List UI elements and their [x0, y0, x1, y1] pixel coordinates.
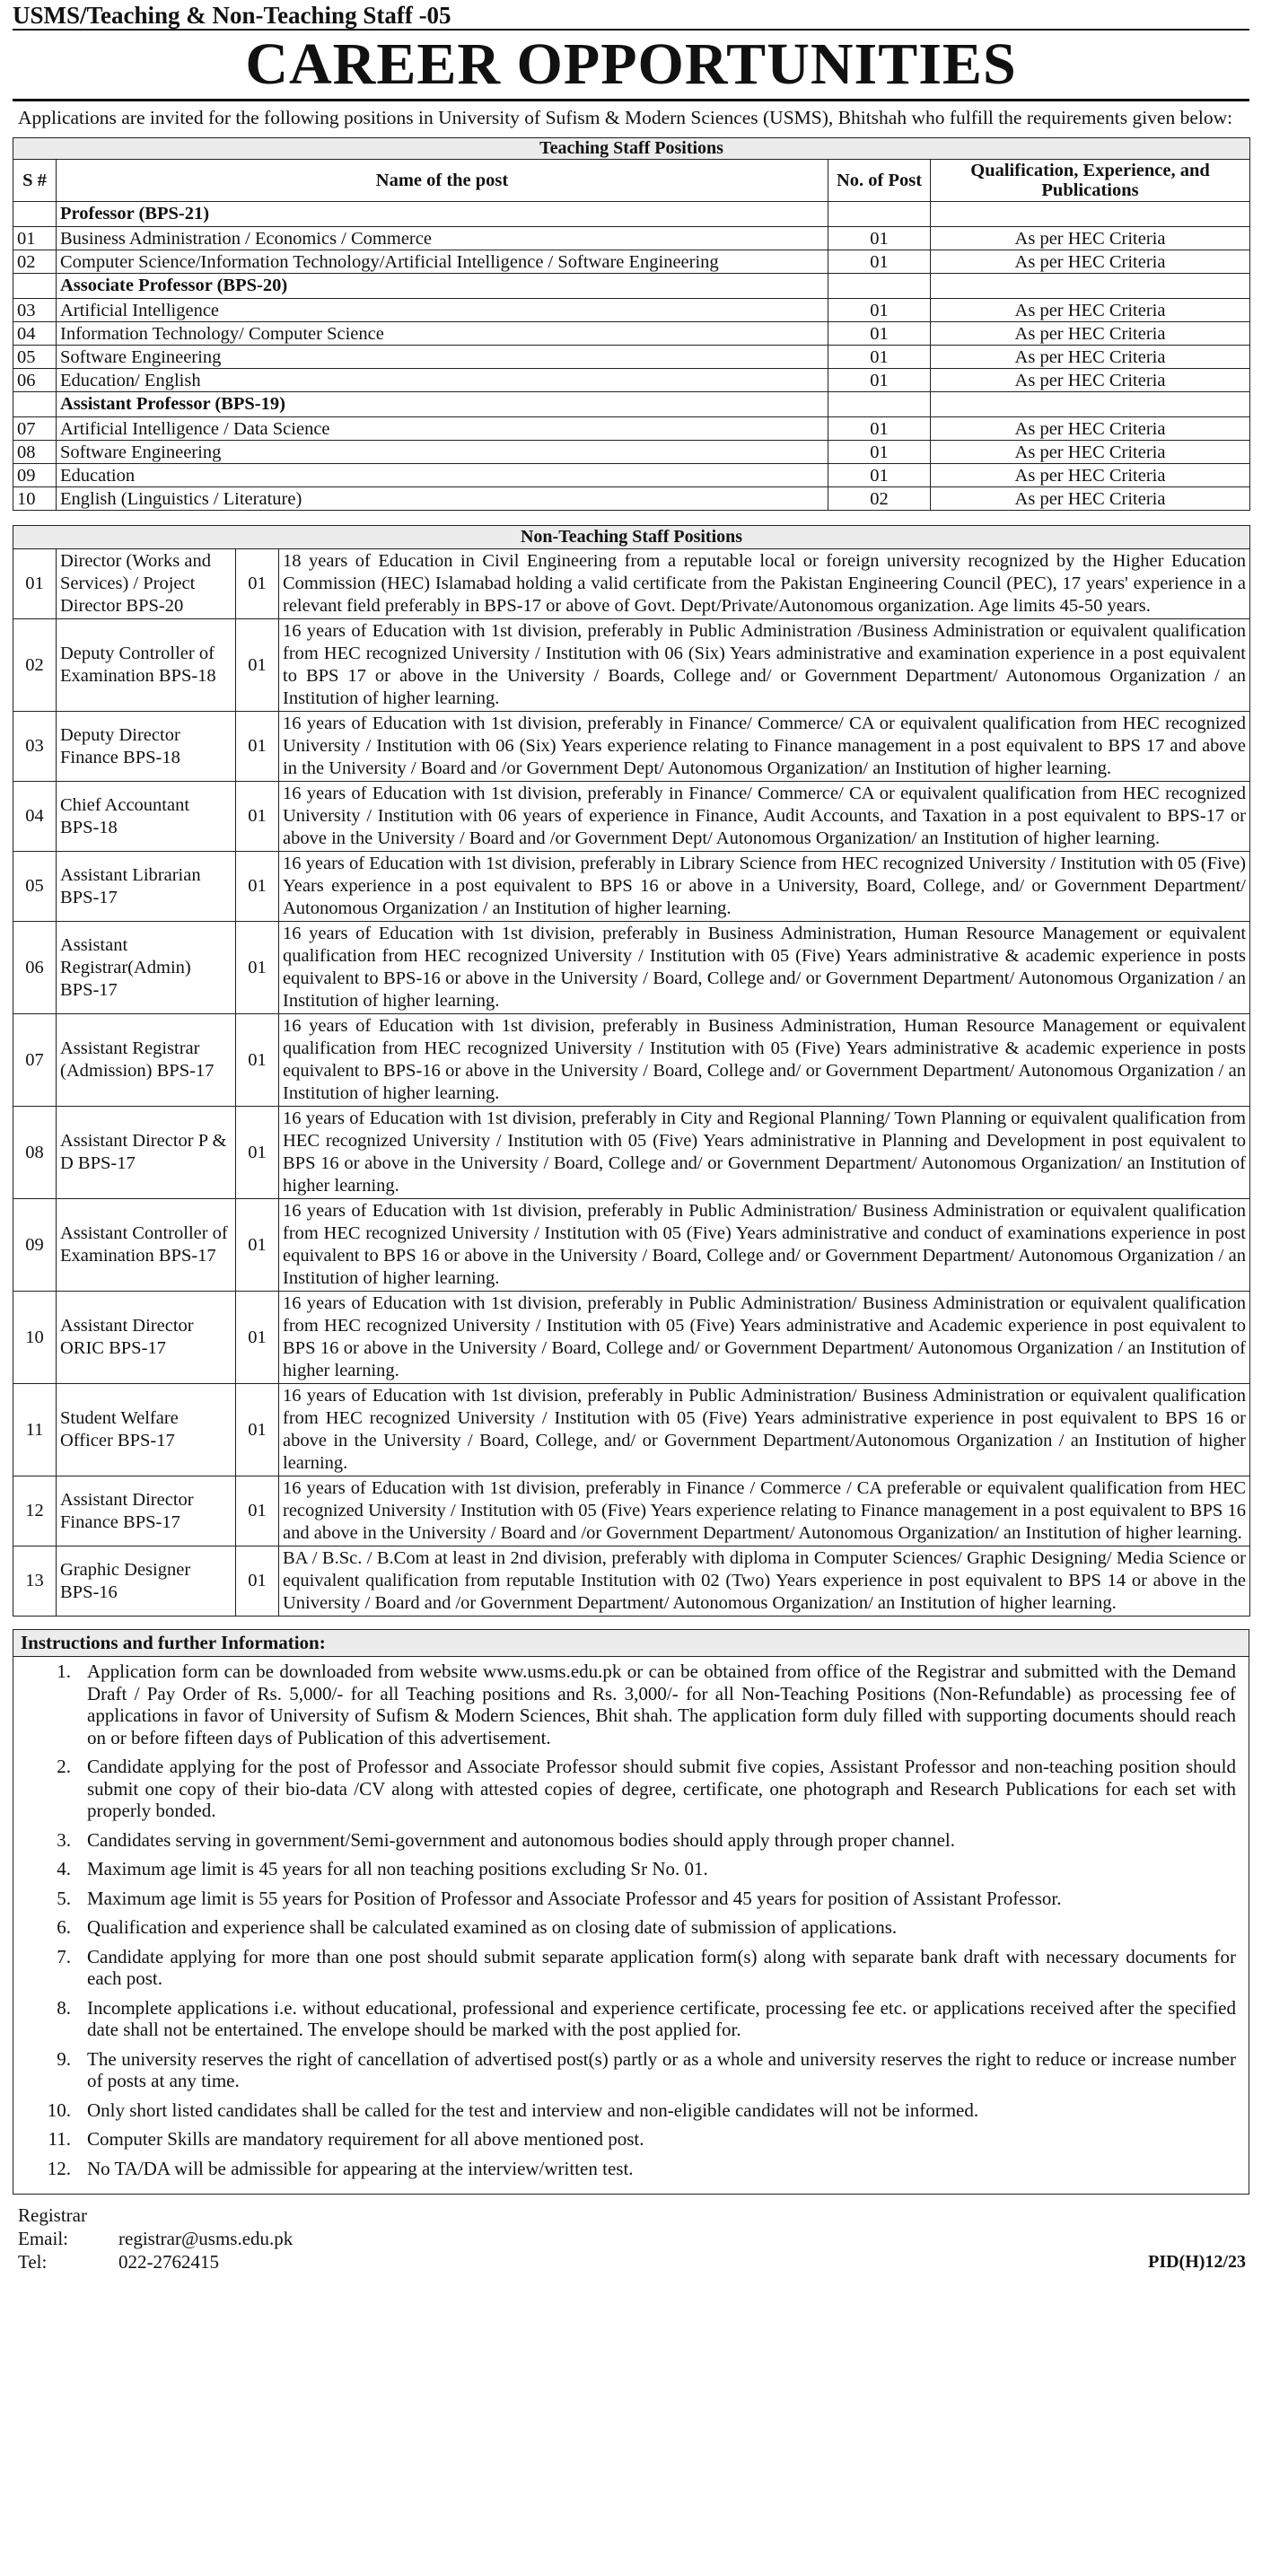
- advertisement-page: [13, 0, 1249, 2274]
- post-count: 01: [236, 852, 279, 922]
- post-name: Education: [57, 464, 828, 487]
- row-serial: 10: [13, 1292, 57, 1384]
- item-number: 1.: [57, 1660, 71, 1682]
- list-item: [13, 2128, 1236, 2151]
- table-row: [13, 852, 1250, 922]
- list-item: [13, 1946, 1236, 1990]
- post-title: Director (Works and Services) / Project Director BPS-20: [57, 549, 236, 619]
- item-number: 10.: [47, 2098, 71, 2121]
- item-number: 12.: [47, 2157, 71, 2179]
- row-serial: 01: [13, 549, 57, 619]
- table-row: [13, 299, 1250, 322]
- post-count: 01: [236, 712, 279, 782]
- list-item: [13, 2048, 1236, 2092]
- post-name: English (Linguistics / Literature): [57, 487, 828, 511]
- row-serial: 06: [13, 369, 57, 392]
- item-number: 4.: [57, 1858, 71, 1879]
- non-teaching-section-title: Non-Teaching Staff Positions: [13, 526, 1250, 549]
- qualification: As per HEC Criteria: [931, 464, 1250, 487]
- post-count: 01: [236, 782, 279, 852]
- table-row: [13, 1199, 1250, 1292]
- post-count: 01: [236, 1199, 279, 1292]
- post-count: 01: [236, 1107, 279, 1199]
- list-item: [13, 1829, 1236, 1852]
- list-item: [13, 1858, 1236, 1880]
- post-name: Artificial Intelligence / Data Science: [57, 417, 828, 441]
- item-text: Only short listed candidates shall be called for the test and interview and non-eligible candidates will not be informed.: [87, 2098, 979, 2121]
- post-title: Assistant Controller of Examination BPS-17: [57, 1199, 236, 1292]
- qualification: As per HEC Criteria: [931, 227, 1250, 250]
- qualification: As per HEC Criteria: [931, 487, 1250, 511]
- qualification: As per HEC Criteria: [931, 299, 1250, 322]
- table-row: [13, 549, 1250, 619]
- group-spacer-cell: [13, 202, 57, 227]
- contact-block: [13, 2204, 1249, 2274]
- group-spacer-cell: [828, 274, 931, 299]
- group-spacer-cell: [931, 202, 1250, 227]
- intro-paragraph: Applications are invited for the following positions in University of Sufism & Modern Sciences (USMS), Bhitshah who fulfill the requirements given below:: [18, 107, 1233, 128]
- col-name-header: Name of the post: [57, 160, 828, 202]
- non-teaching-table-body: [13, 549, 1250, 1617]
- row-serial: 02: [13, 250, 57, 274]
- post-count: 01: [236, 1014, 279, 1107]
- requirements: BA / B.Sc. / B.Com at least in 2nd division, preferably with diploma in Computer Sciences/ Graphic Designing/ Media Science or equivalent qualification from reputable Institution with 02 (Two) Years experience in post equivalent to BPS 14 or above in the University / Board and /or Government Department/ Autonomous Organization/ an Institution of higher learning.: [279, 1546, 1250, 1617]
- instructions-list: [13, 1660, 1236, 2179]
- table-row: [13, 1014, 1250, 1107]
- row-serial: 05: [13, 852, 57, 922]
- item-number: 8.: [57, 1996, 71, 2019]
- post-name: Artificial Intelligence: [57, 299, 828, 322]
- post-count: 01: [236, 549, 279, 619]
- table-row: [13, 1546, 1250, 1617]
- reference-number: USMS/Teaching & Non-Teaching Staff -05: [13, 0, 1249, 31]
- qualification: As per HEC Criteria: [931, 369, 1250, 392]
- post-title: Deputy Director Finance BPS-18: [57, 712, 236, 782]
- table-row: [13, 464, 1250, 487]
- post-count: 01: [828, 299, 931, 322]
- post-name: Information Technology/ Computer Science: [57, 322, 828, 346]
- post-title: Deputy Controller of Examination BPS-18: [57, 619, 236, 712]
- post-name: Computer Science/Information Technology/Artificial Intelligence / Software Engineering: [57, 250, 828, 274]
- table-row: [13, 1292, 1250, 1384]
- list-item: [13, 1916, 1236, 1939]
- instructions-box: [13, 1629, 1249, 2195]
- group-spacer-cell: [931, 274, 1250, 299]
- table-row: [13, 487, 1250, 511]
- item-number: 11.: [48, 2128, 71, 2150]
- requirements: 16 years of Education with 1st division, preferably in Public Administration/ Business Administration or equivalent qualification from HEC recognized University / Institution with 05 (Five) Years administrative and conduct of examinations experience in post equivalent to BPS 16 or above in the University / Board, College and/ or Government Department/ Autonomous Organization / an Institution of higher learning.: [279, 1199, 1250, 1292]
- table-row: [13, 922, 1250, 1014]
- col-posts-header: No. of Post: [828, 160, 931, 202]
- instructions-title: Instructions and further Information:: [13, 1630, 1249, 1657]
- page-title: CAREER OPPORTUNITIES: [13, 31, 1249, 101]
- table-row: [13, 369, 1250, 392]
- qualification: As per HEC Criteria: [931, 417, 1250, 441]
- requirements: 16 years of Education with 1st division, preferably in Finance/ Commerce/ CA or equivalent qualification from HEC recognized University / Institution with 06 years of experience in Finance, Audit Accounts, and Taxation in a post equivalent to BPS-17 or above in the University / Board and /or Government Dept/ Autonomous Organization/ an Institution of higher learning.: [279, 782, 1250, 852]
- group-title: Assistant Professor (BPS-19): [57, 392, 828, 417]
- requirements: 16 years of Education with 1st division, preferably in Finance/ Commerce/ CA or equivalent qualification from HEC recognized University / Institution with 06 (Six) Years experience relating to Finance management in a post equivalent to BPS 17 and above in the University / Board and /or Government Dept/ Autonomous Organization/ an Institution of higher learning.: [279, 712, 1250, 782]
- group-spacer-cell: [828, 392, 931, 417]
- qualification: As per HEC Criteria: [931, 441, 1250, 464]
- post-count: 01: [828, 369, 931, 392]
- teaching-group-row: [13, 202, 1250, 227]
- item-text: Qualification and experience shall be calculated examined as on closing date of submission of applications.: [87, 1916, 898, 1938]
- row-serial: 11: [13, 1384, 57, 1476]
- list-item: [13, 1660, 1236, 1748]
- table-row: [13, 712, 1250, 782]
- teaching-group-row: [13, 392, 1250, 417]
- requirements: 16 years of Education with 1st division, preferably in Public Administration/ Business Administration or equivalent qualification from HEC recognized University / Institution with 05 (Five) Years administrative and Academic experience in post equivalent to BPS 16 or above in the University / Board, College and/ or Government Department/ Autonomous Organization / an Institution of higher learning.: [279, 1292, 1250, 1384]
- requirements: 16 years of Education with 1st division, preferably in Finance / Commerce / CA preferable or equivalent qualification from HEC recognized University / Institution with 05 (Five) Years experience relating to Finance management in a post equivalent to BPS 16 and above in the University / Board and /or Government Department/ Autonomous Organization/ an Institution of higher learning.: [279, 1476, 1250, 1546]
- post-name: Business Administration / Economics / Commerce: [57, 227, 828, 250]
- table-row: [13, 619, 1250, 712]
- post-count: 01: [828, 417, 931, 441]
- pid-code: PID(H)12/23: [1148, 2252, 1246, 2272]
- post-count: 01: [828, 346, 931, 369]
- teaching-group-row: [13, 274, 1250, 299]
- item-text: Application form can be downloaded from website www.usms.edu.pk or can be obtained from office of the Registrar and submitted with the Demand Draft / Pay Order of Rs. 5,000/- for all Teaching positions and Rs. 3,000/- for all Non-Teaching Positions (Non-Refundable) as processing fee of applications in favor of University of Sufism & Modern Sciences, Bhit shah. The application form duly filled with supporting documents should reach on or before fifteen days of Publication of this advertisement.: [87, 1660, 1236, 1748]
- row-serial: 03: [13, 712, 57, 782]
- row-serial: 07: [13, 1014, 57, 1107]
- group-title: Professor (BPS-21): [57, 202, 828, 227]
- row-serial: 05: [13, 346, 57, 369]
- post-title: Assistant Librarian BPS-17: [57, 852, 236, 922]
- list-item: [13, 2099, 1236, 2122]
- qualification: As per HEC Criteria: [931, 346, 1250, 369]
- table-row: [13, 322, 1250, 346]
- post-title: Assistant Director Finance BPS-17: [57, 1476, 236, 1546]
- item-number: 2.: [57, 1756, 71, 1777]
- post-count: 01: [828, 464, 931, 487]
- post-title: Student Welfare Officer BPS-17: [57, 1384, 236, 1476]
- group-title: Associate Professor (BPS-20): [57, 274, 828, 299]
- row-serial: 01: [13, 227, 57, 250]
- contact-office: Registrar: [18, 2204, 87, 2226]
- row-serial: 08: [13, 441, 57, 464]
- row-serial: 04: [13, 782, 57, 852]
- table-row: [13, 441, 1250, 464]
- post-count: 01: [828, 322, 931, 346]
- post-count: 01: [236, 922, 279, 1014]
- post-count: 01: [236, 1292, 279, 1384]
- item-text: No TA/DA will be admissible for appearing at the interview/written test.: [87, 2157, 634, 2179]
- row-serial: 07: [13, 417, 57, 441]
- group-spacer-cell: [931, 392, 1250, 417]
- row-serial: 04: [13, 322, 57, 346]
- item-text: Candidates serving in government/Semi-government and autonomous bodies should apply through proper channel.: [87, 1828, 955, 1851]
- table-row: [13, 346, 1250, 369]
- post-name: Education/ English: [57, 369, 828, 392]
- teaching-table-body: [13, 202, 1250, 511]
- row-serial: 12: [13, 1476, 57, 1546]
- table-row: [13, 1107, 1250, 1199]
- list-item: [13, 1888, 1236, 1910]
- table-row: [13, 1476, 1250, 1546]
- qualification: As per HEC Criteria: [931, 250, 1250, 274]
- post-title: Assistant Registrar (Admission) BPS-17: [57, 1014, 236, 1107]
- post-count: 01: [236, 1476, 279, 1546]
- group-spacer-cell: [13, 392, 57, 417]
- item-text: Incomplete applications i.e. without educational, professional and experience certificate, processing fee etc. or applications received after the specified date shall not be entertained. The envelope should be marked with the post applied for.: [87, 1996, 1236, 2040]
- post-name: Software Engineering: [57, 441, 828, 464]
- post-count: 01: [236, 619, 279, 712]
- row-serial: 09: [13, 1199, 57, 1292]
- item-text: Maximum age limit is 45 years for all non teaching positions excluding Sr No. 01.: [87, 1858, 708, 1879]
- non-teaching-positions-table: [13, 525, 1250, 1617]
- item-number: 9.: [57, 2047, 71, 2070]
- post-count: 01: [828, 250, 931, 274]
- requirements: 16 years of Education with 1st division, preferably in Business Administration, Human Resource Management or equivalent qualification from HEC recognized University / Institution with 05 (Five) Years administrative & academic experience in posts equivalent to BPS-16 or above in the University / Board, College and/ or Government Department/ Autonomous Organization / an Institution of higher learning.: [279, 922, 1250, 1014]
- table-row: [13, 227, 1250, 250]
- requirements: 16 years of Education with 1st division, preferably in Business Administration, Human Resource Management or equivalent qualification from HEC recognized University / Institution with 05 (Five) Years administrative & academic experience in posts equivalent to BPS-16 or above in the University / Board, College and/ or Government Department/ Autonomous Organization / an Institution of higher learning.: [279, 1014, 1250, 1107]
- table-row: [13, 250, 1250, 274]
- requirements: 16 years of Education with 1st division, preferably in Public Administration /Business Administration or equivalent qualification from HEC recognized University / Institution with 06 (Six) Years administrative and examination experience in a post equivalent to BPS 17 or above in the University / Boards, College and/ or Government Department/ Autonomous Organization / an Institution of higher learning.: [279, 619, 1250, 712]
- list-item: [13, 2158, 1236, 2180]
- row-serial: 06: [13, 922, 57, 1014]
- requirements: 16 years of Education with 1st division, preferably in City and Regional Planning/ Town Planning or equivalent qualification from HEC recognized University / Institution with 05 (Five) Years administrative in Planning and Development in post equivalent to BPS 16 or above in the University / Board, College and/ or Government Department/ Autonomous Organization/ an Institution of higher learning.: [279, 1107, 1250, 1199]
- post-title: Chief Accountant BPS-18: [57, 782, 236, 852]
- post-count: 01: [828, 227, 931, 250]
- tel-label: Tel:: [18, 2251, 48, 2273]
- row-serial: 02: [13, 619, 57, 712]
- item-number: 6.: [57, 1916, 71, 1938]
- col-sno-header: S #: [13, 160, 57, 202]
- teaching-section-title: Teaching Staff Positions: [13, 138, 1250, 160]
- table-row: [13, 1384, 1250, 1476]
- row-serial: 09: [13, 464, 57, 487]
- row-serial: 10: [13, 487, 57, 511]
- item-text: Candidate applying for the post of Professor and Associate Professor should submit five copies, Assistant Professor and non-teaching position should submit one copy of their bio-data /CV along with attested copies of degree, certificate, one photograph and Research Publications for each set with properly bonded.: [87, 1756, 1236, 1821]
- row-serial: 08: [13, 1107, 57, 1199]
- email-address[interactable]: registrar@usms.edu.pk: [118, 2228, 294, 2249]
- email-label: Email:: [18, 2228, 68, 2249]
- post-name: Software Engineering: [57, 346, 828, 369]
- requirements: 16 years of Education with 1st division, preferably in Public Administration/ Business Administration or equivalent qualification from HEC recognized University / Institution with 05 (Five) Years administrative experience in post equivalent to BPS 16 or above in the University / Board, College, and/ or Government Department/Autonomous Organization / an Institution of higher learning.: [279, 1384, 1250, 1476]
- row-serial: 03: [13, 299, 57, 322]
- post-count: 01: [236, 1546, 279, 1617]
- item-number: 5.: [57, 1887, 71, 1909]
- requirements: 18 years of Education in Civil Engineering from a reputable local or foreign university recognized by the Higher Education Commission (HEC) Islamabad holding a valid certificate from the Pakistan Engineering Council (PEC), 17 years' experience in a relevant field preferably in BPS-17 or above of Govt. Dept/Private/Autonomous organization. Age limits 45-50 years.: [279, 549, 1250, 619]
- tel-number[interactable]: 022-2762415: [118, 2251, 219, 2273]
- group-spacer-cell: [828, 202, 931, 227]
- table-row: [13, 782, 1250, 852]
- item-number: 7.: [57, 1945, 71, 1967]
- group-spacer-cell: [13, 274, 57, 299]
- item-text: The university reserves the right of cancellation of advertised post(s) partly or as a whole and university reserves the right to reduce or increase number of posts at any time.: [87, 2047, 1236, 2091]
- item-text: Computer Skills are mandatory requirement for all above mentioned post.: [87, 2128, 644, 2150]
- item-number: 3.: [57, 1828, 71, 1851]
- requirements: 16 years of Education with 1st division, preferably in Library Science from HEC recognized University / Institution with 05 (Five) Years experience in a post equivalent to BPS 16 or above in a University, Board, College, and/ or Government Department/ Autonomous Organization / an Institution of higher learning.: [279, 852, 1250, 922]
- list-item: [13, 1756, 1236, 1822]
- post-title: Assistant Director ORIC BPS-17: [57, 1292, 236, 1384]
- item-text: Candidate applying for more than one post should submit separate application form(s) along with separate bank draft with necessary documents for each post.: [87, 1945, 1236, 1989]
- table-row: [13, 417, 1250, 441]
- item-text: Maximum age limit is 55 years for Position of Professor and Associate Professor and 45 years for position of Assistant Professor.: [87, 1887, 1062, 1909]
- list-item: [13, 1997, 1236, 2041]
- post-title: Graphic Designer BPS-16: [57, 1546, 236, 1617]
- row-serial: 13: [13, 1546, 57, 1617]
- qualification: As per HEC Criteria: [931, 322, 1250, 346]
- col-qualification-header: Qualification, Experience, and Publications: [931, 160, 1250, 202]
- post-title: Assistant Registrar(Admin) BPS-17: [57, 922, 236, 1014]
- post-count: 01: [828, 441, 931, 464]
- post-count: 02: [828, 487, 931, 511]
- post-title: Assistant Director P & D BPS-17: [57, 1107, 236, 1199]
- teaching-positions-table: [13, 137, 1250, 511]
- post-count: 01: [236, 1384, 279, 1476]
